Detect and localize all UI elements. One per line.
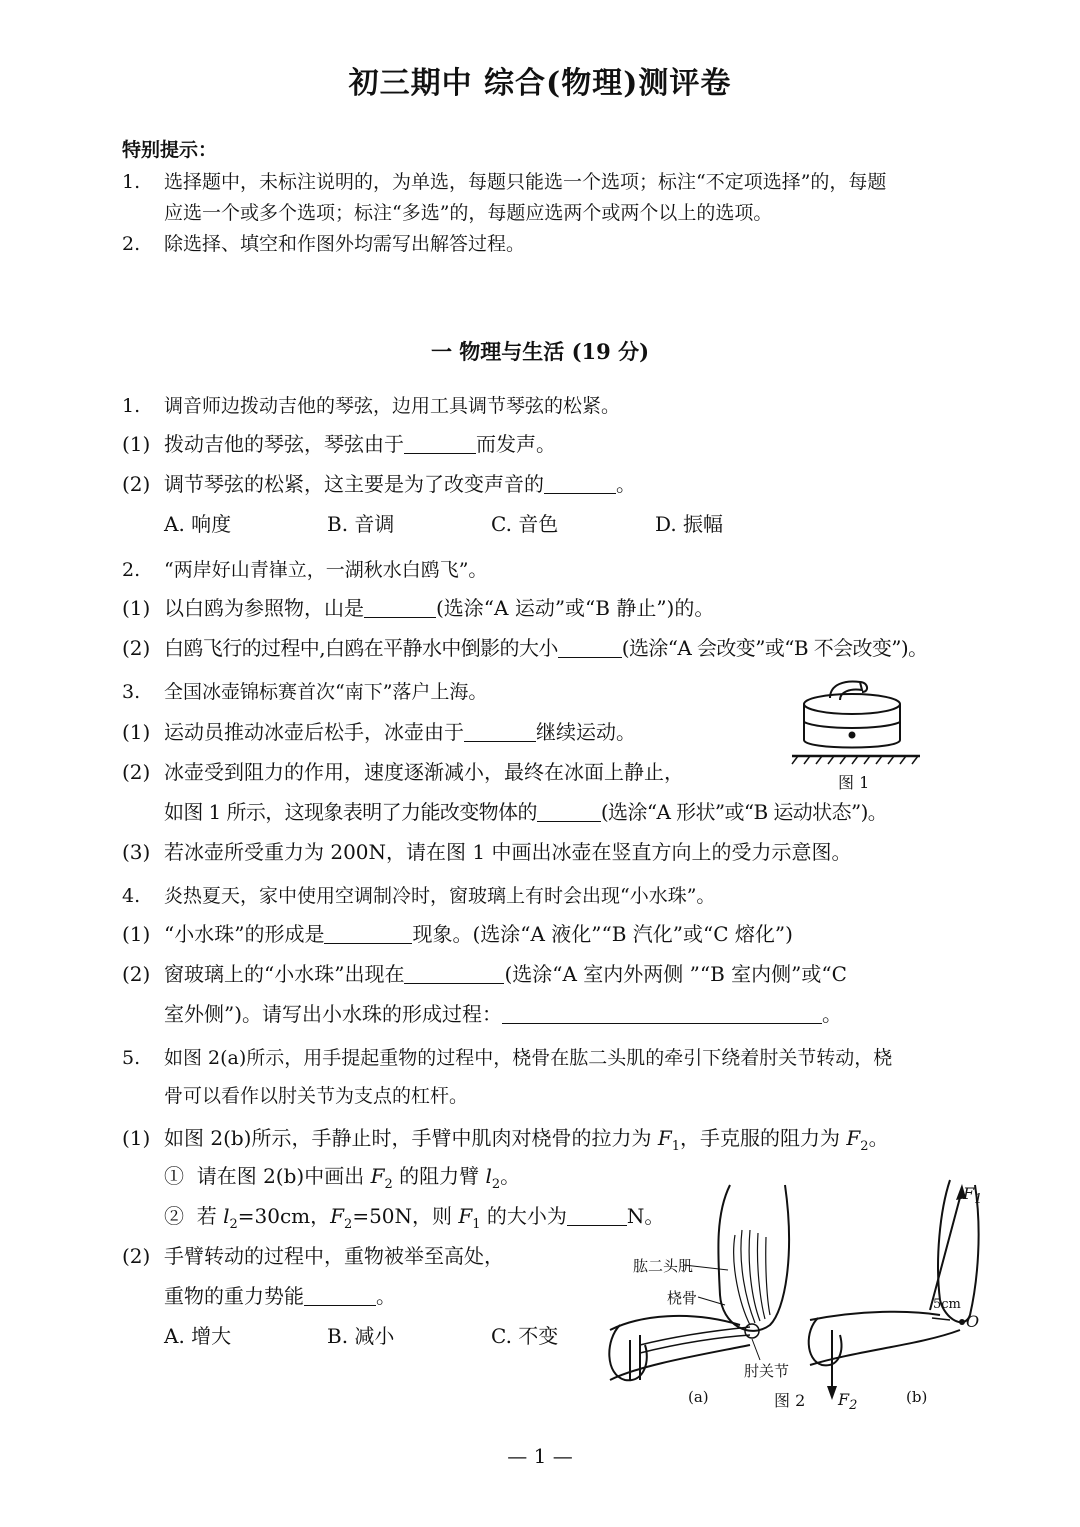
q3-number: 3. bbox=[122, 681, 141, 703]
q5-part1-text-b: ，手克服的阻力为 bbox=[680, 1126, 847, 1150]
curling-stone-figure bbox=[790, 670, 940, 770]
q5-sub2-text-b: =30cm， bbox=[237, 1204, 331, 1228]
q2-part1-number: (1) bbox=[122, 596, 151, 620]
note-2-number: 2. bbox=[122, 233, 141, 255]
q2-part1 bbox=[164, 594, 714, 622]
section-title: 一 物理与生活 (19 分) bbox=[430, 339, 650, 364]
q4-part2-text-a: 窗玻璃上的“小水珠”出现在 bbox=[164, 962, 405, 986]
figure-2a-label: (a) bbox=[688, 1388, 709, 1406]
q5-sub2-text-d: 的大小为 bbox=[480, 1204, 567, 1228]
q1-part2-blank[interactable] bbox=[544, 473, 616, 494]
5cm-dimension-mark bbox=[932, 1318, 950, 1320]
q3-part3-number: (3) bbox=[122, 840, 151, 864]
q5-part1-F2-symbol: F bbox=[846, 1126, 861, 1150]
q3-part2-text-a: 如图 1 所示，这现象表明了力能改变物体的 bbox=[164, 800, 537, 824]
q5-sub2-F-symbol: F bbox=[330, 1204, 345, 1228]
q5-sub2-text-c: =50N，则 bbox=[352, 1204, 459, 1228]
F2-label-symbol: F bbox=[838, 1390, 850, 1409]
q4-part2-text-b: (选涂“A 室内外两侧 ”“B 室内侧”或“C bbox=[504, 962, 847, 986]
q5-stem-line-2: 骨可以看作以肘关节为支点的杠杆。 bbox=[164, 1085, 469, 1107]
q5-part2-line-2 bbox=[164, 1282, 396, 1310]
q5-part2-line-1: 手臂转动的过程中，重物被举至高处， bbox=[164, 1244, 504, 1268]
q5-sub2-text-e: N。 bbox=[626, 1204, 665, 1228]
q2-part2-text-a: 白鸥飞行的过程中,白鸥在平静水中倒影的大小 bbox=[164, 636, 558, 660]
q5-part2-text-b: 。 bbox=[376, 1284, 396, 1308]
q3-part2-number: (2) bbox=[122, 760, 151, 784]
q5-stem-line-1: 如图 2(a)所示，用手提起重物的过程中，桡骨在肱二头肌的牵引下绕着肘关节转动，桡 bbox=[164, 1047, 893, 1069]
q3-part2-line-2 bbox=[164, 798, 887, 826]
figure-1-label: 图 1 bbox=[838, 773, 870, 792]
q2-part1-blank[interactable] bbox=[364, 597, 436, 618]
q4-stem: 炎热夏天，家中使用空调制冷时，窗玻璃上有时会出现“小水珠”。 bbox=[164, 885, 716, 907]
q4-part1-blank[interactable] bbox=[324, 923, 412, 944]
q3-part2-line-1: 冰壶受到阻力的作用，速度逐渐减小，最终在冰面上静止， bbox=[164, 760, 684, 784]
q5-sub2-text-a: 若 bbox=[196, 1204, 224, 1228]
q1-part2-text-b: 。 bbox=[616, 472, 636, 496]
q4-part2-line-1 bbox=[164, 960, 847, 988]
radius-bone-icon bbox=[640, 1324, 759, 1353]
q5-part1 bbox=[164, 1124, 889, 1161]
q4-part2-line2-text-b: 。 bbox=[822, 1002, 843, 1026]
q5-sub1-text-a: 请在图 2(b)中画出 bbox=[196, 1164, 371, 1188]
q4-part2-line2-text-a: 室外侧”)。请写出小水珠的形成过程： bbox=[164, 1002, 503, 1026]
q1-stem: 调音师边拨动吉他的琴弦，边用工具调节琴弦的松紧。 bbox=[164, 395, 621, 417]
q5-sub1-text-c: 。 bbox=[500, 1164, 521, 1188]
F1-force-arrow bbox=[930, 1190, 962, 1310]
q1-part1-text-a: 拨动吉他的琴弦，琴弦由于 bbox=[164, 432, 404, 456]
page-number: — 1 — bbox=[507, 1444, 573, 1468]
q1-part1 bbox=[164, 430, 556, 458]
figure-2b-label: (b) bbox=[906, 1388, 928, 1406]
arm-b-outline-icon bbox=[809, 1180, 979, 1365]
q1-part1-blank[interactable] bbox=[404, 433, 476, 454]
pivot-O-point bbox=[959, 1319, 965, 1325]
q1-part2 bbox=[164, 470, 636, 498]
q1-option-d[interactable]: D. 振幅 bbox=[655, 512, 724, 536]
q5-sub1-text-b: 的阻力臂 bbox=[392, 1164, 486, 1188]
q5-sub2-l-subscript: 2 bbox=[229, 1217, 238, 1232]
q5-sub2-F-subscript: 2 bbox=[344, 1217, 353, 1232]
curling-stone-icon bbox=[804, 682, 900, 748]
q3-part1-text-a: 运动员推动冰壶后松手，冰壶由于 bbox=[164, 720, 464, 744]
q5-sub1-l-symbol: l bbox=[485, 1164, 492, 1188]
q5-part1-F2-subscript: 2 bbox=[860, 1139, 869, 1154]
q4-part1-text-b: 现象。(选涂“A 液化”“B 汽化”或“C 熔化”) bbox=[412, 922, 793, 946]
q2-part1-text-a: 以白鸥为参照物，山是 bbox=[164, 596, 364, 620]
biceps-muscle-fibers-icon bbox=[734, 1230, 770, 1325]
note-1-number: 1. bbox=[122, 171, 141, 193]
figure-2a-arm bbox=[600, 1175, 810, 1385]
q5-sub1-F-subscript: 2 bbox=[384, 1177, 393, 1192]
q5-option-b[interactable]: B. 减小 bbox=[327, 1324, 395, 1348]
q3-part1 bbox=[164, 718, 636, 746]
note-2-text: 除选择、填空和作图外均需写出解答过程。 bbox=[164, 233, 526, 255]
q5-part1-F1-subscript: 1 bbox=[671, 1139, 681, 1154]
q4-number: 4. bbox=[122, 885, 141, 907]
q5-option-c[interactable]: C. 不变 bbox=[491, 1324, 559, 1348]
q4-part2-line-2 bbox=[164, 1000, 842, 1028]
q3-part1-blank[interactable] bbox=[464, 721, 536, 742]
q2-part2-text-b: (选涂“A 会改变”或“B 不会改变”)。 bbox=[621, 636, 928, 660]
F1-label-subscript: 1 bbox=[974, 1192, 983, 1208]
q1-part1-number: (1) bbox=[122, 432, 151, 456]
note-1-line-1: 选择题中，未标注说明的，为单选，每题只能选一个选项；标注“不定项选择”的，每题 bbox=[164, 171, 887, 193]
q3-part2-text-b: (选涂“A 形状”或“B 运动状态”)。 bbox=[600, 800, 888, 824]
q4-part1 bbox=[164, 920, 793, 948]
q5-number: 5. bbox=[122, 1047, 141, 1069]
q4-part2-number: (2) bbox=[122, 962, 151, 986]
q2-part2 bbox=[164, 634, 928, 662]
q3-stem: 全国冰壶锦标赛首次“南下”落户上海。 bbox=[164, 681, 488, 703]
q1-option-c[interactable]: C. 音色 bbox=[491, 512, 559, 536]
q5-part2-text-a: 重物的重力势能 bbox=[164, 1284, 304, 1308]
q3-part1-number: (1) bbox=[122, 720, 151, 744]
q4-part1-text-a: “小水珠”的形成是 bbox=[164, 922, 325, 946]
q3-part1-text-b: 继续运动。 bbox=[536, 720, 636, 744]
q5-part1-F1-symbol: F bbox=[657, 1126, 672, 1150]
q5-part1-text-c: 。 bbox=[868, 1126, 889, 1150]
q5-sub2-F1-subscript: 1 bbox=[472, 1217, 481, 1232]
q2-stem: “两岸好山青嵂立，一湖秋水白鸥飞”。 bbox=[164, 559, 488, 581]
q5-part1-number: (1) bbox=[122, 1126, 151, 1150]
q3-part2-blank[interactable] bbox=[537, 801, 601, 822]
q5-part1-text-a: 如图 2(b)所示，手静止时，手臂中肌肉对桡骨的拉力为 bbox=[164, 1126, 658, 1150]
muscle-label: 肱二头肌 bbox=[633, 1257, 694, 1275]
q5-sub2 bbox=[164, 1202, 664, 1239]
q5-option-a[interactable]: A. 增大 bbox=[164, 1324, 232, 1348]
note-1-line-2: 应选一个或多个选项；标注“多选”的，每题应选两个或两个以上的选项。 bbox=[164, 202, 773, 224]
q5-sub1-F-symbol: F bbox=[370, 1164, 385, 1188]
q1-option-a[interactable]: A. 响度 bbox=[164, 512, 232, 536]
joint-label: 肘关节 bbox=[744, 1362, 790, 1380]
page-title: 初三期中 综合(物理)测评卷 bbox=[348, 66, 732, 101]
q1-part2-text-a: 调节琴弦的松紧，这主要是为了改变声音的 bbox=[164, 472, 544, 496]
F1-label-symbol: F bbox=[963, 1184, 975, 1203]
arm-outline-icon bbox=[609, 1185, 789, 1380]
distance-5cm-label: 5cm bbox=[933, 1297, 961, 1312]
q4-part1-number: (1) bbox=[122, 922, 151, 946]
q5-part2-blank[interactable] bbox=[304, 1285, 376, 1306]
q5-part2-number: (2) bbox=[122, 1244, 151, 1268]
q1-part1-text-b: 而发声。 bbox=[476, 432, 556, 456]
q5-sub1-mark: ① bbox=[164, 1164, 184, 1188]
q1-option-b[interactable]: B. 音调 bbox=[327, 512, 395, 536]
q5-sub2-l-symbol: l bbox=[223, 1204, 230, 1228]
F1-label bbox=[963, 1184, 982, 1207]
bone-label: 桡骨 bbox=[667, 1289, 698, 1307]
q3-part3-text: 若冰壶所受重力为 200N，请在图 1 中画出冰壶在竖直方向上的受力示意图。 bbox=[164, 840, 852, 864]
q2-number: 2. bbox=[122, 559, 141, 581]
F2-arrowhead-icon bbox=[827, 1386, 837, 1400]
q4-process-blank[interactable] bbox=[502, 1003, 822, 1024]
q1-part2-number: (2) bbox=[122, 472, 151, 496]
q4-part2-blank[interactable] bbox=[404, 963, 504, 984]
notes-heading: 特别提示： bbox=[122, 139, 218, 161]
q5-sub2-mark: ② bbox=[164, 1204, 184, 1228]
F2-label bbox=[838, 1390, 857, 1413]
q2-part1-text-b: (选涂“A 运动”或“B 静止”)的。 bbox=[436, 596, 715, 620]
q2-part2-blank[interactable] bbox=[558, 637, 622, 658]
F2-label-subscript: 2 bbox=[849, 1398, 858, 1414]
q5-sub1 bbox=[164, 1162, 520, 1199]
figure-2-label: 图 2 bbox=[774, 1391, 806, 1410]
q1-number: 1. bbox=[122, 395, 141, 417]
pivot-O-label: O bbox=[966, 1312, 980, 1331]
q2-part2-number: (2) bbox=[122, 636, 151, 660]
q5-sub1-l-subscript: 2 bbox=[491, 1177, 501, 1192]
figure-2b-lever bbox=[800, 1170, 990, 1400]
q5-sub2-F1-symbol: F bbox=[458, 1204, 473, 1228]
